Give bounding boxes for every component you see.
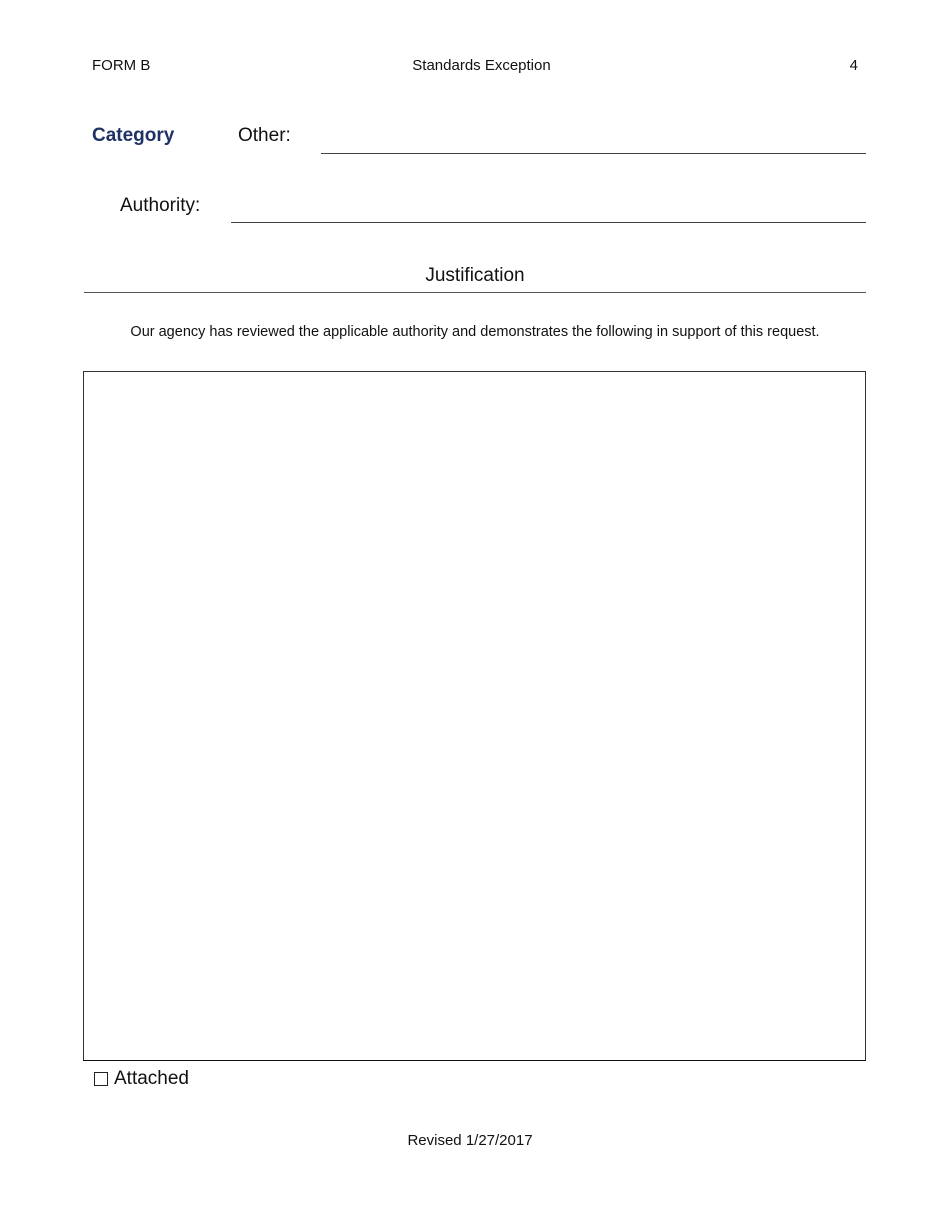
page-number: 4 <box>849 57 858 74</box>
justification-statement: Our agency has reviewed the applicable authority and demonstrates the following in support of this request. <box>130 324 820 340</box>
attached-checkbox-row[interactable] <box>94 1067 189 1091</box>
justification-response-box[interactable] <box>83 371 866 1061</box>
authority-field[interactable] <box>231 198 866 223</box>
justification-divider <box>84 292 866 293</box>
response-box-bottom-border <box>83 1060 866 1061</box>
form-id: FORM B <box>92 57 151 74</box>
page-title: Standards Exception <box>412 57 551 74</box>
category-heading: Category <box>92 125 175 146</box>
attached-label: Attached <box>114 1068 189 1089</box>
revision-date: Revised 1/27/2017 <box>407 1132 533 1149</box>
other-label: Other: <box>238 125 291 146</box>
other-field[interactable] <box>321 129 866 154</box>
checkbox-icon[interactable] <box>94 1072 108 1086</box>
authority-label: Authority: <box>120 195 201 216</box>
justification-heading: Justification <box>425 265 525 286</box>
